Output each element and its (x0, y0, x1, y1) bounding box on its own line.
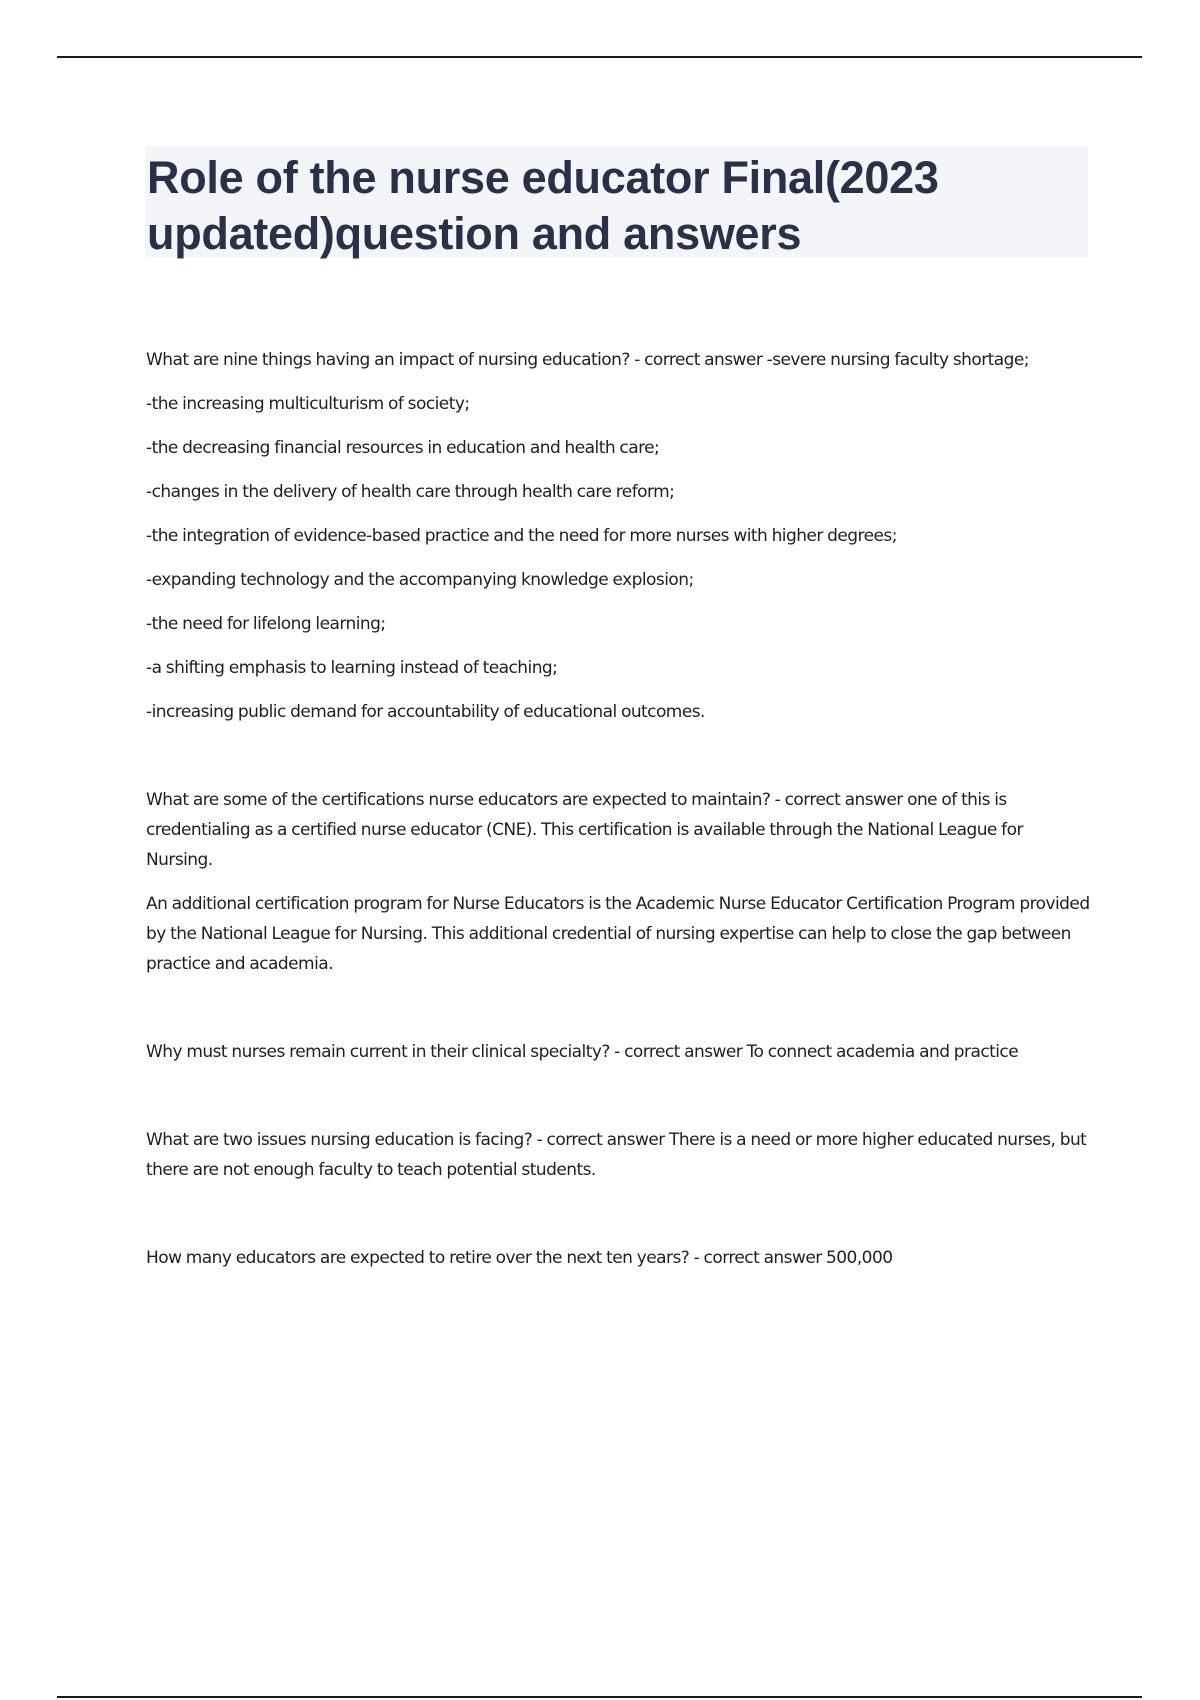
qa-1-list-item: -the integration of evidence-based practice and the need for more nurses with higher degrees; (146, 526, 897, 546)
top-rule (57, 56, 1142, 58)
spacer (146, 1185, 1091, 1243)
qa-item-5 (146, 1243, 1091, 1273)
qa-1-list-item: -expanding technology and the accompanying knowledge explosion; (146, 570, 694, 590)
qa-2-question-answer: What are some of the certifications nurse educators are expected to maintain? - correct answer one of this is credentialing as a certified nurse educator (CNE). This certification is available through the National League for Nursing. (146, 790, 1023, 870)
qa-2-paragraph: An additional certification program for Nurse Educators is the Academic Nurse Educator Certification Program provided by the National League for Nursing. This additional credential of nursing expertise can help to close the gap between practice and academia. (146, 894, 1090, 974)
qa-1-list-item: -the need for lifelong learning; (146, 614, 386, 634)
document-body (146, 345, 1091, 1273)
qa-item-2 (146, 785, 1091, 979)
qa-1-list-item: -increasing public demand for accountability of educational outcomes. (146, 702, 705, 722)
qa-5-question-answer: How many educators are expected to retire over the next ten years? - correct answer 500,000 (146, 1248, 893, 1268)
spacer (146, 1067, 1091, 1125)
spacer (146, 727, 1091, 785)
bottom-rule (57, 1696, 1142, 1698)
qa-1-list-item: -the increasing multiculturism of society; (146, 394, 470, 414)
qa-item-1 (146, 345, 1091, 727)
qa-1-list-item: -changes in the delivery of health care through health care reform; (146, 482, 675, 502)
qa-item-3 (146, 1037, 1091, 1067)
qa-4-question-answer: What are two issues nursing education is facing? - correct answer There is a need or more higher educated nurses, but there are not enough faculty to teach potential students. (146, 1130, 1087, 1180)
qa-3-question-answer: Why must nurses remain current in their clinical specialty? - correct answer To connect academia and practice (146, 1042, 1019, 1062)
spacer (146, 979, 1091, 1037)
qa-1-list-item: -the decreasing financial resources in education and health care; (146, 438, 660, 458)
qa-1-list-item: -a shifting emphasis to learning instead of teaching; (146, 658, 558, 678)
title-banner (145, 146, 1088, 257)
qa-1-question-answer: What are nine things having an impact of nursing education? - correct answer -severe nursing faculty shortage; (146, 350, 1029, 370)
qa-item-4 (146, 1125, 1091, 1185)
document-title: Role of the nurse educator Final(2023 updated)question and answers (147, 152, 939, 259)
